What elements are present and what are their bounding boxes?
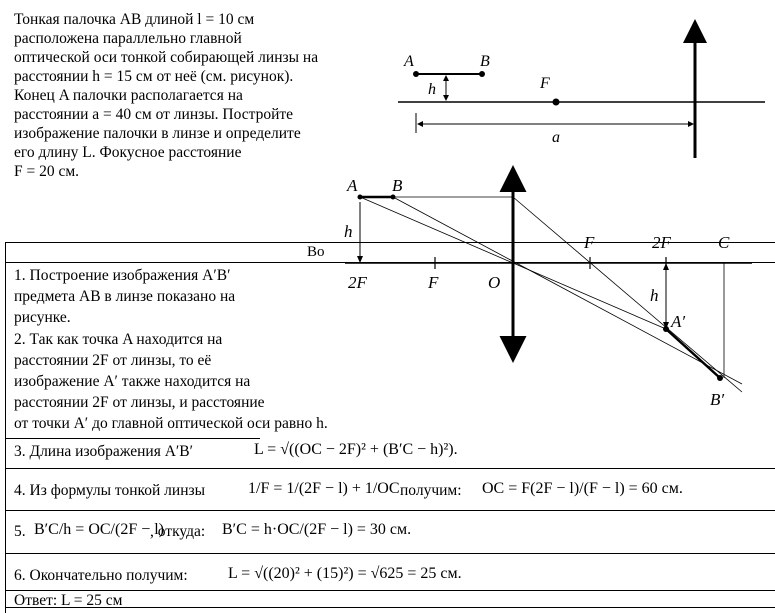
step-2	[14, 329, 328, 434]
step-3-text: 3. Длина изображения A′B′	[14, 443, 194, 460]
ray-refracted	[513, 197, 742, 392]
point-b-img	[717, 375, 723, 381]
problem-line: расположена параллельно главной	[14, 30, 242, 47]
step-line: от точки A′ до главной оптической оси равно h.	[14, 415, 328, 432]
step-line: 1. Построение изображения A′B′	[14, 267, 231, 284]
label-b: B	[392, 176, 403, 195]
step-1	[14, 265, 314, 328]
problem-line: F = 20 см.	[14, 163, 80, 180]
step-3-formula: L = √((OC − 2F)² + (B′C − h)²).	[254, 441, 458, 458]
step-line: изображение A′ также находится на	[14, 373, 251, 390]
label-b-img: B′	[710, 390, 725, 409]
focus-point	[553, 99, 560, 106]
label-h: h	[428, 81, 436, 98]
solution-figure	[330, 160, 770, 410]
problem-figure	[390, 10, 770, 165]
step-4-formula: 1/F = 1/(2F − l) + 1/OC	[248, 480, 400, 497]
label-f-right: F	[584, 233, 595, 252]
label-c: C	[718, 233, 730, 252]
step-4-result: OC = F(2F − l)/(F − l) = 60 см.	[482, 480, 683, 497]
step-5-number: 5.	[14, 523, 26, 540]
label-2f-left: 2F	[348, 273, 367, 292]
problem-line: Тонкая палочка AB длиной l = 10 см	[14, 11, 255, 28]
label-a: A	[347, 176, 358, 195]
label-o: O	[488, 273, 501, 292]
problem-line: Конец A палочки располагается на	[14, 87, 243, 104]
step-6-text: 6. Окончательно получим:	[14, 567, 188, 584]
problem-line: расстоянии a = 40 см от линзы. Постройте	[14, 106, 294, 123]
answer: Ответ: L = 25 см	[14, 592, 123, 609]
divider	[5, 510, 775, 511]
label-dist: a	[552, 129, 560, 146]
label-a-img: A′	[671, 312, 686, 331]
solution-header: Во	[307, 244, 325, 260]
step-line: 2. Так как точка A находится на	[14, 331, 223, 348]
step-line: расстоянии 2F от линзы, то её	[14, 352, 212, 369]
ray-center-b	[393, 197, 742, 384]
point-b	[479, 71, 485, 77]
step-5-formula: B′C/h = OC/(2F − l)	[34, 521, 165, 538]
label-f-left: F	[428, 273, 439, 292]
label-h-left: h	[344, 222, 353, 241]
divider	[5, 468, 775, 469]
label-a: A	[404, 53, 414, 70]
point-a	[413, 71, 419, 77]
label-b: B	[480, 53, 490, 70]
label-h-right: h	[650, 286, 659, 305]
problem-line: его длину L. Фокусное расстояние	[14, 144, 242, 161]
problem-line: оптической оси тонкой собирающей линзы на	[14, 49, 319, 66]
step-5-result: B′C = h·OC/(2F − l) = 30 см.	[222, 521, 412, 538]
label-f: F	[540, 75, 550, 92]
step-6-formula: L = √((20)² + (15)²) = √625 = 25 см.	[228, 565, 462, 582]
label-2f-right: 2F	[652, 233, 671, 252]
divider	[5, 553, 775, 554]
problem-statement	[14, 10, 378, 181]
step-4-mid: получим:	[400, 482, 462, 499]
step-line: предмета AB в линзе показано на	[14, 288, 236, 305]
step-4-text: 4. Из формулы тонкой линзы	[14, 482, 206, 499]
problem-line: изображение палочки в линзе и определите	[14, 125, 301, 142]
divider	[5, 438, 260, 439]
step-line: рисунке.	[14, 309, 71, 326]
image-ab	[666, 329, 720, 378]
step-line: расстоянии 2F от линзы, и расстояние	[14, 394, 265, 411]
step-5-mid: , откуда:	[150, 523, 206, 540]
problem-line: расстоянии h = 15 см от неё (см. рисунок).	[14, 68, 294, 85]
